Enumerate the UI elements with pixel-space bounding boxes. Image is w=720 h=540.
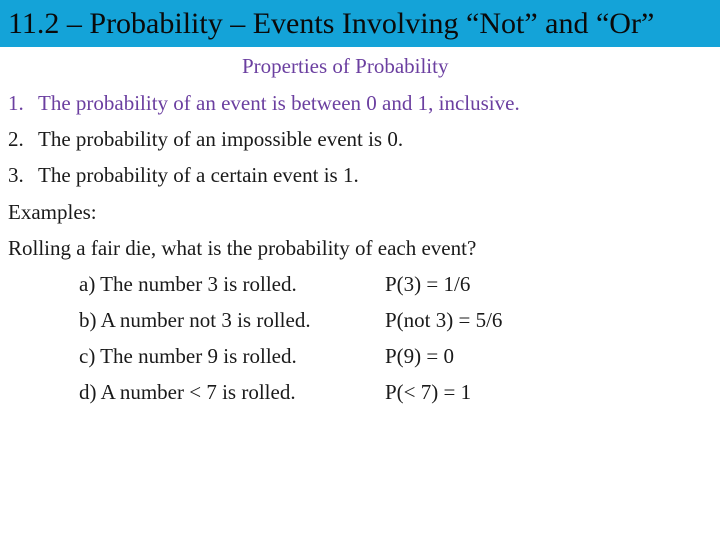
- title-bar: [0, 0, 720, 47]
- example-a-label: a) The number 3 is rolled.: [79, 272, 297, 296]
- examples-heading: Examples:: [8, 200, 97, 224]
- property-3: [8, 162, 359, 188]
- example-a-answer: P(3) = 1/6: [385, 272, 471, 296]
- example-c-label: c) The number 9 is rolled.: [79, 344, 297, 368]
- example-b-label: b) A number not 3 is rolled.: [79, 308, 311, 332]
- property-2: [8, 126, 403, 152]
- property-number: 1.: [8, 91, 24, 115]
- slide-title: 11.2 – Probability – Events Involving “Not” and “Or”: [8, 7, 655, 40]
- example-c-answer: P(9) = 0: [385, 344, 455, 368]
- property-1: [8, 90, 520, 116]
- example-d-label: d) A number < 7 is rolled.: [79, 380, 296, 404]
- example-d-answer: P(< 7) = 1: [385, 380, 472, 404]
- property-text: The probability of a certain event is 1.: [38, 163, 359, 187]
- property-text: The probability of an event is between 0 and 1, inclusive.: [38, 91, 520, 115]
- slide-subtitle: Properties of Probability: [242, 54, 449, 78]
- examples-prompt: Rolling a fair die, what is the probability of each event?: [8, 236, 477, 260]
- property-number: 3.: [8, 163, 24, 187]
- example-b-answer: P(not 3) = 5/6: [385, 308, 503, 332]
- property-number: 2.: [8, 127, 24, 151]
- property-text: The probability of an impossible event is 0.: [38, 127, 404, 151]
